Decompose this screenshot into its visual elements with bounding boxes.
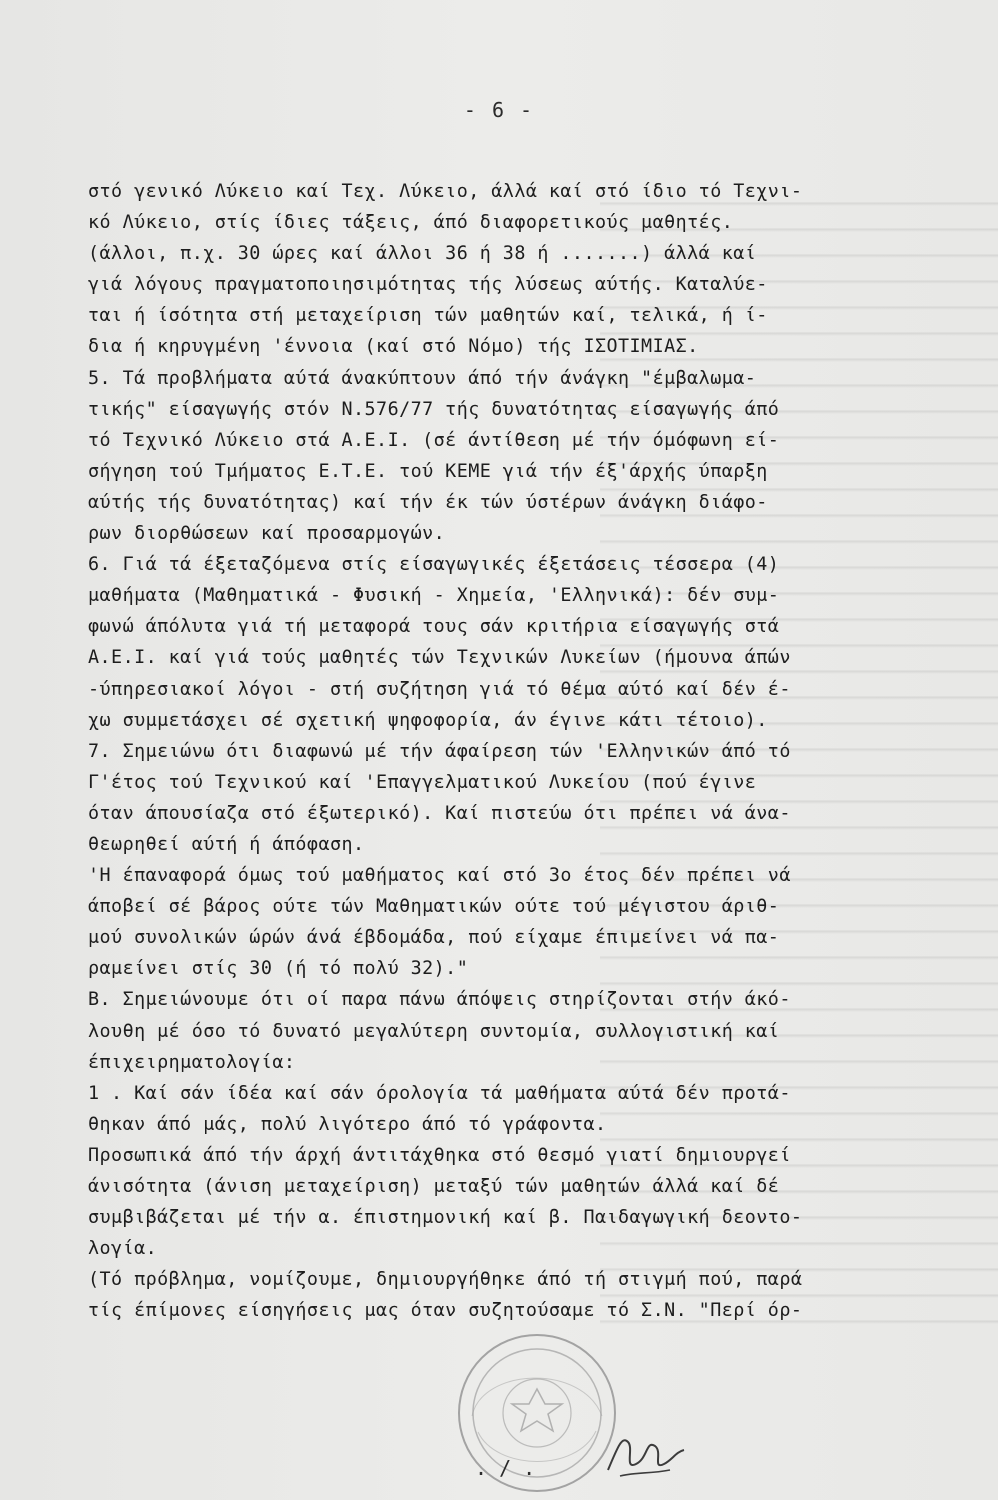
text-line: γιά λόγους πραγματοποιησιμότητας τής λύσεως αύτής. Καταλύε-: [88, 274, 768, 296]
continuation-marker: . / .: [475, 1456, 536, 1480]
text-line: ρων διορθώσεων καί προσαρμογών.: [88, 523, 446, 545]
text-line: στό γενικό Λύκειο καί Τεχ. Λύκειο, άλλά καί στό ίδιο τό Τεχνι-: [88, 181, 803, 202]
text-line: χω συμμετάσχει σέ σχετική ψηφοφορία, άν έγινε κάτι τέτοιο).: [88, 709, 768, 731]
text-line: (άλλοι, π.χ. 30 ώρες καί άλλοι 36 ή 38 ή .......) άλλά καί: [88, 243, 757, 265]
text-line: 1 . Καί σάν ίδέα καί σάν όρολογία τά μαθήματα αύτά δέν προτά-: [88, 1082, 791, 1104]
text-line: ται ή ίσότητα στή μεταχείριση τών μαθητών καί, τελικά, ή ί-: [88, 305, 768, 327]
page-number: - 6 -: [463, 98, 535, 122]
text-line: 6. Γιά τά έξεταζόμενα στίς είσαγωγικές έξετάσεις τέσσερα (4): [88, 554, 780, 576]
text-line: φωνώ άπόλυτα γιά τή μεταφορά τους σάν κριτήρια είσαγωγής στά: [88, 616, 780, 638]
text-line: τικής" είσαγωγής στόν Ν.576/77 τής δυνατότητας είσαγωγής άπό: [88, 398, 780, 420]
text-line: συμβιβάζεται μέ τήν α. έπιστημονική καί β. Παιδαγωγική δεοντο-: [88, 1207, 803, 1229]
text-line: ραμείνει στίς 30 (ή τό πολύ 32).": [88, 958, 469, 980]
text-line: 5. Τά προβλήματα αύτά άνακύπτουν άπό τήν άνάγκη "έμβαλωμα-: [88, 367, 757, 389]
text-line: -ύπηρεσιακοί λόγοι - στή συζήτηση γιά τό θέμα αύτό καί δέν έ-: [88, 678, 791, 700]
text-line: Γ'έτος τού Τεχνικού καί 'Επαγγελματικού Λυκείου (πού έγινε: [88, 771, 757, 793]
text-line: μαθήματα (Μαθηματικά - Φυσική - Χημεία, 'Ελληνικά): δέν συμ-: [88, 585, 780, 607]
text-line: λουθη μέ όσο τό δυνατό μεγαλύτερη συντομία, συλλογιστική καί: [88, 1020, 780, 1042]
text-line: 7. Σημειώνω ότι διαφωνώ μέ τήν άφαίρεση τών 'Ελληνικών άπό τό: [88, 740, 791, 762]
text-line: Β. Σημειώνουμε ότι οί παρα πάνω άπόψεις στηρίζονται στήν άκό-: [88, 989, 791, 1011]
text-line: κό Λύκειο, στίς ίδιες τάξεις, άπό διαφορετικούς μαθητές.: [88, 212, 734, 234]
text-line: μού συνολικών ώρών άνά έβδομάδα, πού είχαμε έπιμείνει νά πα-: [88, 927, 780, 949]
handwritten-signature-icon: [600, 1428, 690, 1488]
text-line: έπιχειρηματολογία:: [88, 1051, 296, 1073]
text-line: αύτής τής δυνατότητας) καί τήν έκ τών ύστέρων άνάγκη διάφο-: [88, 491, 768, 513]
text-line: τίς έπίμονες είσηγήσεις μας όταν συζητούσαμε τό Σ.Ν. "Περί όρ-: [88, 1300, 803, 1322]
text-line: Προσωπικά άπό τήν άρχή άντιτάχθηκα στό θεσμό γιατί δημιουργεί: [88, 1144, 791, 1166]
text-line: δια ή κηρυγμένη 'έννοια (καί στό Νόμο) τής ΙΣΟΤΙΜΙΑΣ.: [88, 336, 699, 358]
text-line: άνισότητα (άνιση μεταχείριση) μεταξύ τών μαθητών άλλά καί δέ: [88, 1176, 780, 1197]
text-line: άποβεί σέ βάρος ούτε τών Μαθηματικών ούτε τού μέγιστου άριθ-: [88, 896, 780, 918]
text-line: σήγηση τού Τμήματος Ε.Τ.Ε. τού ΚΕΜΕ γιά τήν έξ'άρχής ύπαρξη: [88, 460, 768, 482]
text-line: θηκαν άπό μάς, πολύ λιγότερο άπό τό γράφοντα.: [88, 1113, 607, 1135]
text-line: Α.Ε.Ι. καί γιά τούς μαθητές τών Τεχνικών Λυκείων (ήμουνα άπών: [88, 647, 791, 669]
text-line: τό Τεχνικό Λύκειο στά Α.Ε.Ι. (σέ άντίθεση μέ τήν όμόφωνη εί-: [88, 429, 780, 451]
text-line: (Τό πρόβλημα, νομίζουμε, δημιουργήθηκε άπό τή στιγμή πού, παρά: [88, 1269, 803, 1291]
text-line: όταν άπουσίαζα στό έξωτερικό). Καί πιστεύω ότι πρέπει νά άνα-: [88, 802, 791, 824]
text-line: θεωρηθεί αύτή ή άπόφαση.: [88, 833, 365, 855]
typewritten-text-body: [88, 176, 948, 1326]
text-line: λογία.: [88, 1238, 158, 1260]
text-line: 'Η έπαναφορά όμως τού μαθήματος καί στό 3ο έτος δέν πρέπει νά: [88, 865, 791, 887]
